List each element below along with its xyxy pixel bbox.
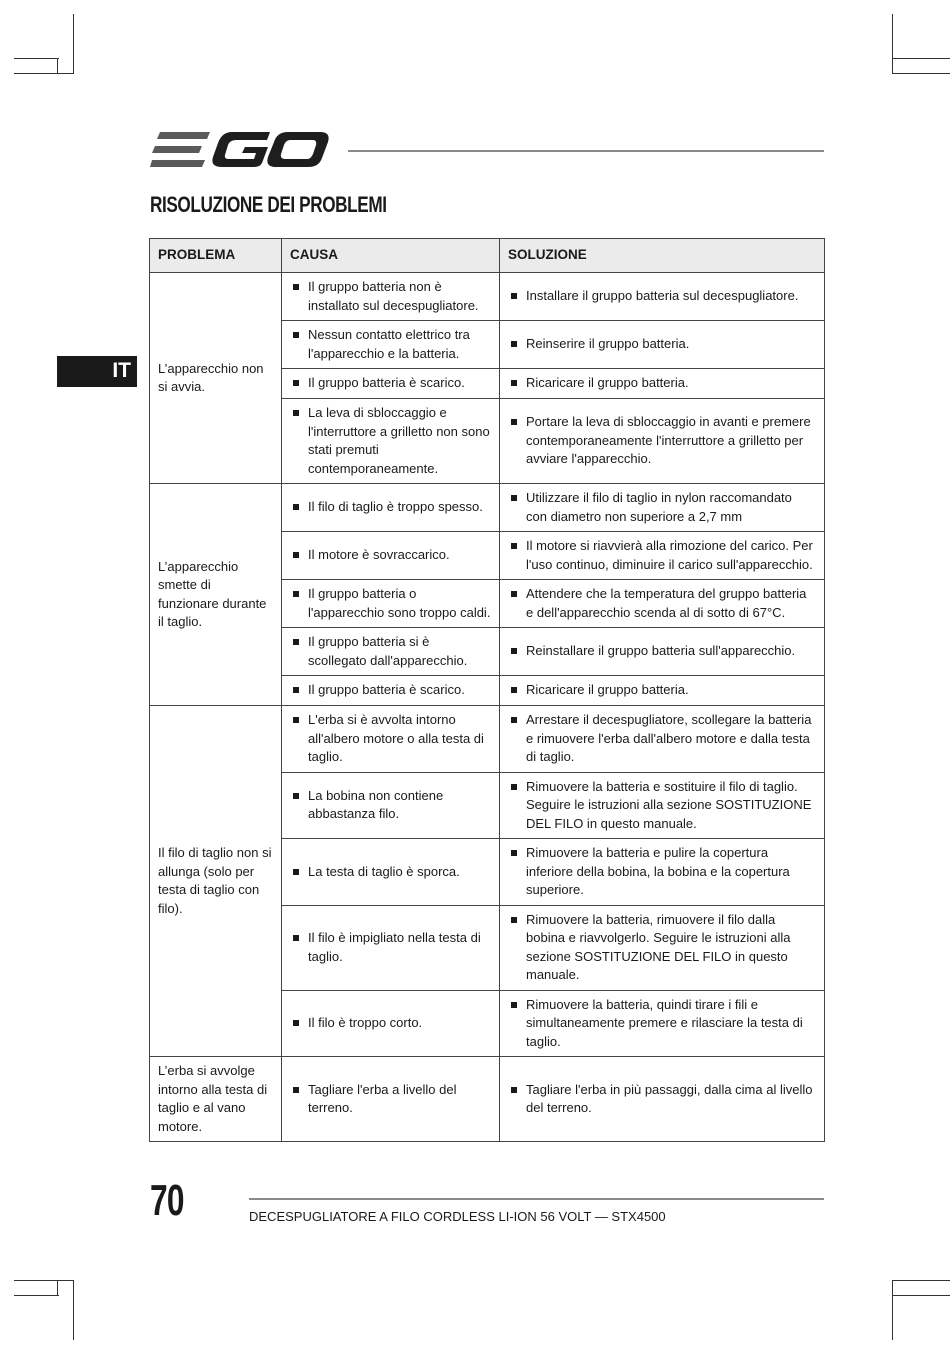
cause-cell: Il gruppo batteria o l'apparecchio sono troppo caldi.: [282, 580, 500, 628]
header-problem: PROBLEMA: [150, 239, 282, 273]
bullet-icon: [511, 648, 517, 654]
cause-cell: Tagliare l'erba a livello del terreno.: [282, 1057, 500, 1142]
page-number: 70: [150, 1176, 184, 1225]
bullet-icon: [293, 284, 299, 290]
bullet-icon: [511, 917, 517, 923]
bullet-icon: [511, 1087, 517, 1093]
footer-title: DECESPUGLIATORE A FILO CORDLESS LI-ION 56 VOLT — STX4500: [249, 1209, 666, 1224]
solution-cell: Tagliare l'erba in più passaggi, dalla cima al livello del terreno.: [500, 1057, 825, 1142]
bullet-icon: [293, 869, 299, 875]
bullet-icon: [293, 552, 299, 558]
solution-cell: Rimuovere la batteria, quindi tirare i fili e simultaneamente premere e rilasciare la testa di taglio.: [500, 990, 825, 1057]
crop-mark: [73, 14, 74, 74]
crop-mark: [892, 73, 950, 74]
bullet-icon: [293, 380, 299, 386]
crop-mark: [892, 1295, 950, 1296]
bullet-icon: [511, 784, 517, 790]
crop-mark: [892, 1280, 893, 1340]
footer-rule: [249, 1198, 824, 1200]
crop-mark: [14, 1295, 59, 1296]
bullet-icon: [511, 543, 517, 549]
cause-cell: Il filo è troppo corto.: [282, 990, 500, 1057]
problem-cell: L’erba si avvolge intorno alla testa di taglio e al vano motore.: [150, 1057, 282, 1142]
solution-cell: Arrestare il decespugliatore, scollegare la batteria e rimuovere l'erba dall'albero motore e dalla testa di taglio.: [500, 706, 825, 773]
cause-cell: L'erba si è avvolta intorno all'albero motore o alla testa di taglio.: [282, 706, 500, 773]
problem-cell: L’apparecchio smette di funzionare durante il taglio.: [150, 484, 282, 706]
cause-cell: Nessun contatto elettrico tra l'apparecchio e la batteria.: [282, 321, 500, 369]
solution-cell: Portare la leva di sbloccaggio in avanti e premere contemporaneamente l'interruttore a grilletto per avviare l'apparecchio.: [500, 399, 825, 484]
bullet-icon: [511, 293, 517, 299]
bullet-icon: [293, 687, 299, 693]
language-tab-label: IT: [112, 359, 131, 382]
solution-cell: Rimuovere la batteria e pulire la copertura inferiore della bobina, la bobina e la copertura superiore.: [500, 839, 825, 906]
troubleshooting-table: [149, 238, 825, 1142]
crop-mark: [14, 58, 59, 59]
crop-mark: [892, 58, 950, 59]
problem-cell: L’apparecchio non si avvia.: [150, 273, 282, 484]
crop-mark: [57, 58, 58, 74]
solution-cell: Il motore si riavvierà alla rimozione del carico. Per l'uso continuo, diminuire il carico sull'apparecchio.: [500, 532, 825, 580]
cause-cell: La bobina non contiene abbastanza filo.: [282, 772, 500, 839]
solution-cell: Attendere che la temperatura del gruppo batteria e dell'apparecchio scenda al di sotto di 67°C.: [500, 580, 825, 628]
solution-cell: Installare il gruppo batteria sul decespugliatore.: [500, 273, 825, 321]
cause-cell: Il gruppo batteria si è scollegato dall'apparecchio.: [282, 628, 500, 676]
table-row: [150, 273, 825, 321]
bullet-icon: [293, 639, 299, 645]
bullet-icon: [511, 1002, 517, 1008]
cause-cell: Il motore è sovraccarico.: [282, 532, 500, 580]
bullet-icon: [511, 591, 517, 597]
crop-mark: [73, 1280, 74, 1340]
ego-logo: [150, 130, 330, 170]
bullet-icon: [293, 717, 299, 723]
crop-mark: [892, 14, 893, 74]
bullet-icon: [511, 341, 517, 347]
bullet-icon: [511, 380, 517, 386]
solution-cell: Utilizzare il filo di taglio in nylon raccomandato con diametro non superiore a 2,7 mm: [500, 484, 825, 532]
table-row: [150, 484, 825, 532]
section-title: RISOLUZIONE DEI PROBLEMI: [150, 192, 387, 217]
cause-cell: La leva di sbloccaggio e l'interruttore a grilletto non sono stati premuti contemporaneamente.: [282, 399, 500, 484]
cause-cell: Il gruppo batteria non è installato sul decespugliatore.: [282, 273, 500, 321]
cause-cell: Il gruppo batteria è scarico.: [282, 676, 500, 706]
solution-cell: Ricaricare il gruppo batteria.: [500, 369, 825, 399]
header-cause: CAUSA: [282, 239, 500, 273]
header-rule: [348, 150, 824, 152]
bullet-icon: [293, 504, 299, 510]
bullet-icon: [511, 850, 517, 856]
bullet-icon: [511, 495, 517, 501]
solution-cell: Rimuovere la batteria, rimuovere il filo dalla bobina e riavvolgerlo. Seguire le istruzioni alla sezione SOSTITUZIONE DEL FILO in questo manuale.: [500, 905, 825, 990]
bullet-icon: [293, 793, 299, 799]
bullet-icon: [511, 419, 517, 425]
cause-cell: Il filo di taglio è troppo spesso.: [282, 484, 500, 532]
bullet-icon: [293, 332, 299, 338]
table-header-row: [150, 239, 825, 273]
bullet-icon: [511, 717, 517, 723]
crop-mark: [57, 1280, 58, 1296]
solution-cell: Reinstallare il gruppo batteria sull'apparecchio.: [500, 628, 825, 676]
solution-cell: Rimuovere la batteria e sostituire il filo di taglio. Seguire le istruzioni alla sezione SOSTITUZIONE DEL FILO in questo manuale.: [500, 772, 825, 839]
cause-cell: Il gruppo batteria è scarico.: [282, 369, 500, 399]
problem-cell: Il filo di taglio non si allunga (solo per testa di taglio con filo).: [150, 706, 282, 1057]
solution-cell: Ricaricare il gruppo batteria.: [500, 676, 825, 706]
crop-mark: [14, 1280, 74, 1281]
crop-mark: [892, 1280, 950, 1281]
bullet-icon: [293, 1020, 299, 1026]
table-row: [150, 1057, 825, 1142]
language-tab: [57, 356, 137, 387]
cause-cell: Il filo è impigliato nella testa di taglio.: [282, 905, 500, 990]
header-solution: SOLUZIONE: [500, 239, 825, 273]
crop-mark: [14, 73, 74, 74]
bullet-icon: [511, 687, 517, 693]
bullet-icon: [293, 410, 299, 416]
bullet-icon: [293, 1087, 299, 1093]
bullet-icon: [293, 591, 299, 597]
solution-cell: Reinserire il gruppo batteria.: [500, 321, 825, 369]
table-row: [150, 706, 825, 773]
cause-cell: La testa di taglio è sporca.: [282, 839, 500, 906]
bullet-icon: [293, 935, 299, 941]
